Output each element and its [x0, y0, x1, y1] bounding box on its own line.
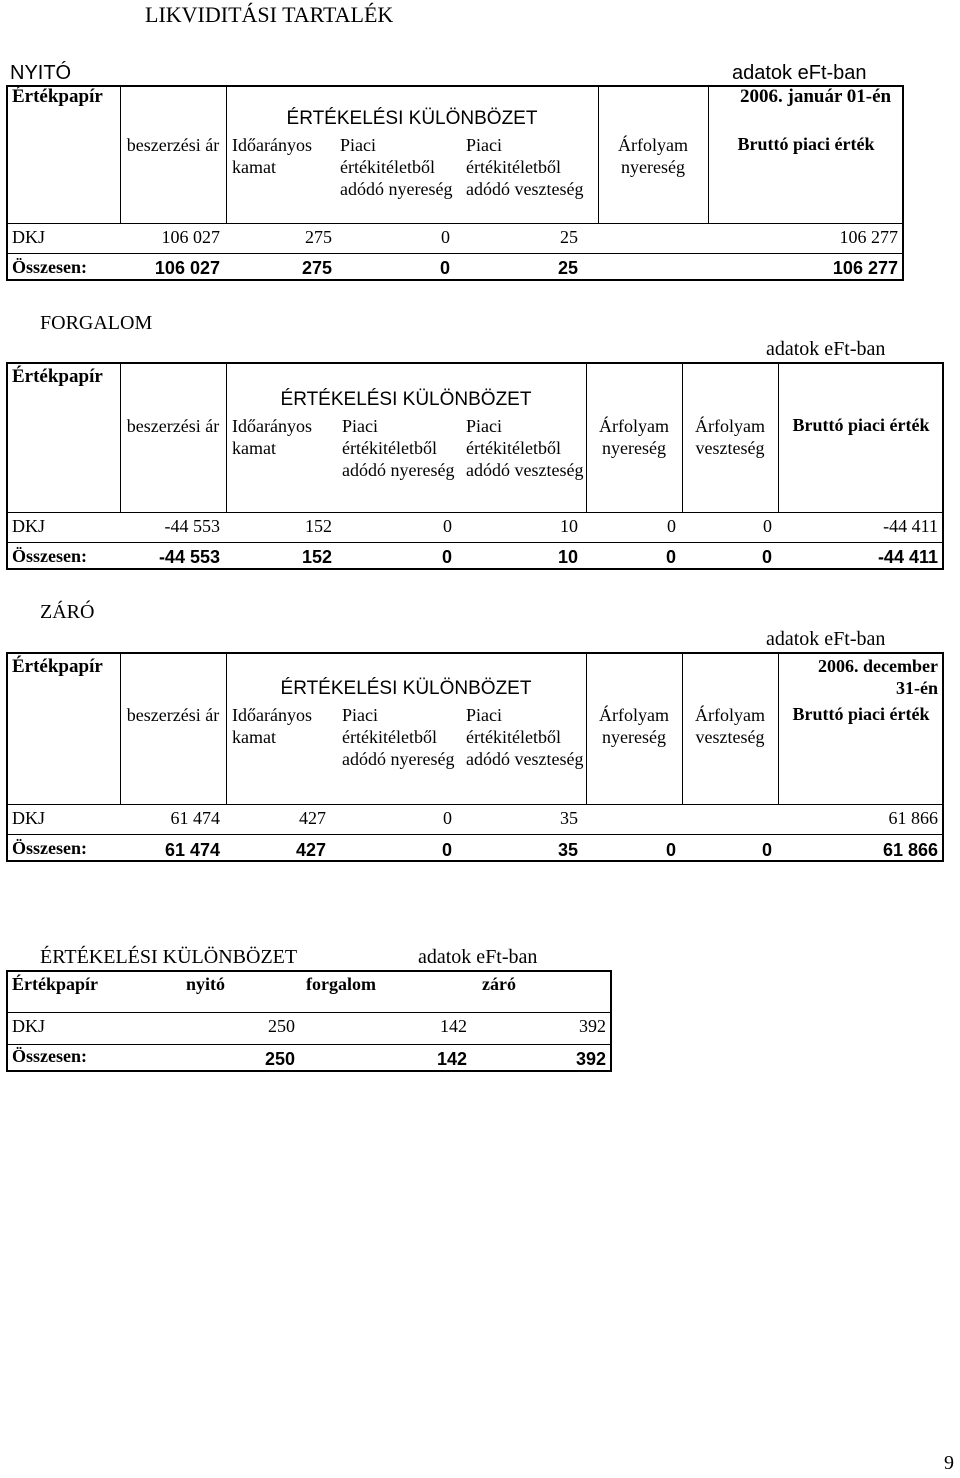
- zaro-row-name: DKJ: [12, 808, 46, 828]
- forgalom-header-idoaranyos-kamat: Időarányos kamat: [232, 416, 312, 458]
- zaro-divider: [226, 652, 227, 804]
- nyito-divider: [6, 223, 904, 224]
- nyito-header-date: 2006. január 01-én: [740, 86, 892, 107]
- nyito-total-piaci-veszteseg: 25: [557, 258, 578, 278]
- nyito-header-piaci-nyereseg: Piaci értékitéletből adódó nyereség: [340, 135, 453, 199]
- zaro-header-ertekpapir: Értékpapír: [12, 656, 103, 677]
- zaro-divider: [120, 652, 121, 804]
- nyito-header-arfolyam-nyereseg: Árfolyam nyereség: [618, 135, 688, 177]
- forgalom-row-kamat: 152: [305, 516, 332, 536]
- zaro-divider: [6, 804, 944, 805]
- zaro-header-idoaranyos-kamat: Időarányos kamat: [232, 705, 312, 747]
- page-title: LIKVIDITÁSI TARTALÉK: [145, 2, 394, 27]
- zaro-header-arfolyam-nyereseg: Árfolyam nyereség: [599, 705, 669, 747]
- nyito-total-piaci-nyereseg: 0: [439, 258, 450, 278]
- nyito-row-piaci-veszteseg: 25: [560, 227, 578, 247]
- kulonbozet-header-forgalom: forgalom: [306, 974, 376, 994]
- nyito-divider: [6, 253, 904, 254]
- zaro-row-brutto: 61 866: [888, 808, 938, 828]
- zaro-total-brutto: 61 866: [882, 840, 938, 860]
- zaro-row-kamat: 427: [299, 808, 326, 828]
- forgalom-divider: [778, 362, 779, 512]
- kulonbozet-row-name: DKJ: [12, 1016, 46, 1036]
- forgalom-total-piaci-nyereseg: 0: [441, 547, 452, 567]
- forgalom-section-label: FORGALOM: [40, 312, 153, 334]
- kulonbozet-total-label: Összesen:: [12, 1046, 87, 1066]
- nyito-header-piaci-veszteseg: Piaci értékitéletből adódó veszteség: [466, 135, 584, 199]
- forgalom-row-arf-nyereseg: 0: [667, 516, 676, 536]
- zaro-section-label: ZÁRÓ: [40, 601, 95, 623]
- forgalom-total-piaci-veszteseg: 10: [557, 547, 578, 567]
- kulonbozet-header-nyito: nyitó: [186, 974, 226, 994]
- kulonbozet-header-zaro: záró: [482, 974, 516, 994]
- zaro-total-piaci-nyereseg: 0: [441, 840, 452, 860]
- zaro-header-piaci-nyereseg: Piaci értékitéletből adódó nyereség: [342, 705, 455, 769]
- nyito-header-beszerzesi-ar: beszerzési ár: [126, 135, 220, 155]
- kulonbozet-divider: [6, 1044, 612, 1045]
- zaro-total-label: Összesen:: [12, 838, 87, 858]
- zaro-total-piaci-veszteseg: 35: [557, 840, 578, 860]
- nyito-header-ertekelesi-kulonbozet: ÉRTÉKELÉSI KÜLÖNBÖZET: [286, 108, 538, 129]
- zaro-header-piaci-veszteseg: Piaci értékitéletből adódó veszteség: [466, 705, 584, 769]
- forgalom-header-piaci-nyereseg: Piaci értékitéletből adódó nyereség: [342, 416, 455, 480]
- page-number: 9: [944, 1452, 954, 1474]
- zaro-total-arf-veszteseg: 0: [761, 840, 772, 860]
- zaro-header-brutto: Bruttó piaci érték: [792, 704, 930, 724]
- forgalom-total-arf-nyereseg: 0: [665, 547, 676, 567]
- kulonbozet-row-nyito: 250: [268, 1016, 295, 1036]
- kulonbozet-divider: [6, 1012, 612, 1013]
- forgalom-header-beszerzesi-ar: beszerzési ár: [126, 416, 220, 436]
- nyito-header-idoaranyos-kamat: Időarányos kamat: [232, 135, 312, 177]
- forgalom-divider: [226, 362, 227, 512]
- nyito-total-label: Összesen:: [12, 257, 87, 277]
- forgalom-divider: [6, 512, 944, 513]
- nyito-row-kamat: 275: [305, 227, 332, 247]
- zaro-row-piaci-veszteseg: 35: [560, 808, 578, 828]
- forgalom-row-piaci-veszteseg: 10: [560, 516, 578, 536]
- forgalom-total-kamat: 152: [301, 547, 332, 567]
- zaro-header-date-line1: 2006. december: [818, 656, 938, 676]
- forgalom-total-label: Összesen:: [12, 546, 87, 566]
- kulonbozet-units-note: adatok eFt-ban: [418, 946, 538, 968]
- zaro-header-beszerzesi-ar: beszerzési ár: [126, 705, 220, 725]
- kulonbozet-section-label: ÉRTÉKELÉSI KÜLÖNBÖZET: [40, 946, 298, 968]
- zaro-header-date-line2: 31-én: [896, 678, 938, 698]
- zaro-total-beszerzesi: 61 474: [164, 840, 220, 860]
- nyito-total-kamat: 275: [301, 258, 332, 278]
- zaro-total-kamat: 427: [295, 840, 326, 860]
- forgalom-row-name: DKJ: [12, 516, 46, 536]
- forgalom-row-arf-veszteseg: 0: [763, 516, 772, 536]
- nyito-header-brutto: Bruttó piaci érték: [737, 134, 875, 154]
- forgalom-header-ertekpapir: Értékpapír: [12, 366, 103, 387]
- kulonbozet-total-nyito: 250: [264, 1049, 295, 1069]
- forgalom-units-note: adatok eFt-ban: [766, 338, 886, 360]
- zaro-divider: [6, 834, 944, 835]
- forgalom-row-brutto: -44 411: [883, 516, 938, 536]
- forgalom-header-arfolyam-nyereseg: Árfolyam nyereség: [599, 416, 669, 458]
- forgalom-row-beszerzesi: -44 553: [164, 516, 220, 536]
- zaro-header-ertekelesi-kulonbozet: ÉRTÉKELÉSI KÜLÖNBÖZET: [280, 678, 532, 699]
- zaro-row-beszerzesi: 61 474: [170, 808, 220, 828]
- zaro-row-piaci-nyereseg: 0: [443, 808, 452, 828]
- nyito-row-piaci-nyereseg: 0: [441, 227, 450, 247]
- forgalom-header-arfolyam-veszteseg: Árfolyam veszteség: [695, 416, 765, 458]
- kulonbozet-total-zaro: 392: [575, 1049, 606, 1069]
- zaro-header-arfolyam-veszteseg: Árfolyam veszteség: [695, 705, 765, 747]
- forgalom-total-arf-veszteseg: 0: [761, 547, 772, 567]
- kulonbozet-row-zaro: 392: [579, 1016, 606, 1036]
- nyito-row-brutto: 106 277: [839, 227, 898, 247]
- nyito-units-note: adatok eFt-ban: [732, 62, 867, 84]
- forgalom-row-piaci-nyereseg: 0: [443, 516, 452, 536]
- kulonbozet-header-ertekpapir: Értékpapír: [12, 974, 99, 994]
- forgalom-header-piaci-veszteseg: Piaci értékitéletből adódó veszteség: [466, 416, 584, 480]
- nyito-row-name: DKJ: [12, 227, 46, 247]
- nyito-header-ertekpapir: Értékpapír: [12, 86, 103, 107]
- kulonbozet-row-forgalom: 142: [440, 1016, 467, 1036]
- forgalom-divider: [120, 362, 121, 512]
- nyito-total-beszerzesi: 106 027: [154, 258, 220, 278]
- kulonbozet-total-forgalom: 142: [436, 1049, 467, 1069]
- zaro-total-arf-nyereseg: 0: [665, 840, 676, 860]
- nyito-divider: [226, 85, 227, 223]
- forgalom-header-brutto: Bruttó piaci érték: [792, 415, 930, 435]
- nyito-row-beszerzesi: 106 027: [161, 227, 220, 247]
- forgalom-header-ertekelesi-kulonbozet: ÉRTÉKELÉSI KÜLÖNBÖZET: [280, 389, 532, 410]
- forgalom-total-brutto: -44 411: [877, 547, 938, 567]
- forgalom-total-beszerzesi: -44 553: [158, 547, 220, 567]
- forgalom-divider: [6, 542, 944, 543]
- nyito-total-brutto: 106 277: [832, 258, 898, 278]
- zaro-units-note: adatok eFt-ban: [766, 628, 886, 650]
- nyito-section-label: NYITÓ: [10, 62, 72, 84]
